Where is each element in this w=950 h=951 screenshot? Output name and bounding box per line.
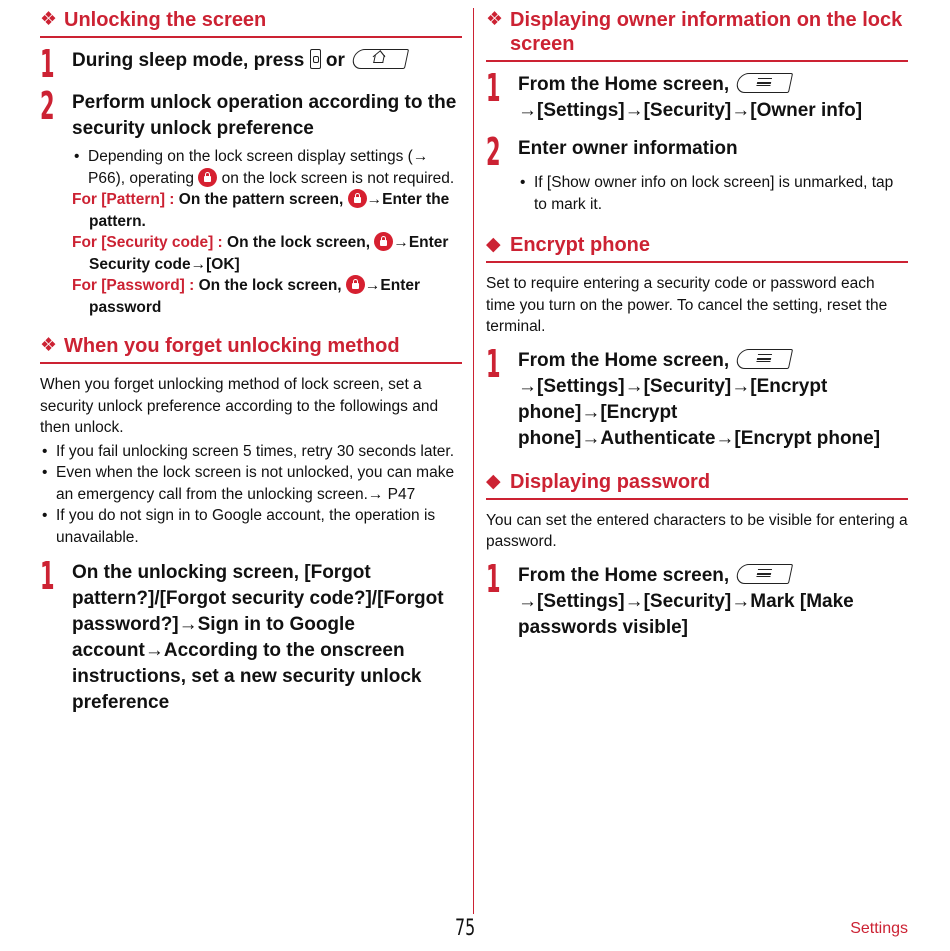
step-number: 1 (40, 554, 55, 598)
section-heading-displaying-password (486, 468, 908, 500)
section-heading-encrypt-phone (486, 231, 908, 263)
condition-label: For [Pattern] : (72, 191, 179, 208)
condition-text: →Enter Security code→[OK] (89, 234, 449, 273)
note-list (40, 441, 462, 549)
step-text-part: →[Settings]→[Security]→[Owner info] (518, 100, 863, 121)
note-list (72, 146, 462, 189)
lock-icon (374, 232, 393, 251)
step-1 (486, 66, 908, 124)
list-item: • If [Show owner info on lock screen] is unmarked, tap to mark it. (518, 172, 908, 215)
list-item: • If you fail unlocking screen 5 times, retry 30 seconds later. (40, 441, 462, 463)
condition-text: On the pattern screen, (178, 191, 348, 208)
diamond-marker-icon: ◆ (486, 234, 501, 255)
step-1 (40, 554, 462, 716)
note-text: Depending on the lock screen display settings (→ P66), operating (88, 148, 429, 187)
note-text: on the lock screen is not required. (217, 169, 455, 187)
section-heading-unlocking-screen (40, 6, 462, 38)
step-2 (486, 130, 908, 174)
footer-section-label: Settings (850, 920, 908, 937)
intro-paragraph: You can set the entered characters to be visible for entering a password. (486, 511, 908, 550)
diamond-marker-icon: ❖ (486, 9, 504, 30)
condition-security-code (72, 232, 462, 275)
step-number: 1 (486, 66, 501, 110)
step-text: On the unlocking screen, [Forgot pattern?]/[Forgot security code?]/[Forgot password?]→Sign in to Google account→According to the onscreen instructions, set a new security unlock preference (72, 562, 444, 713)
menu-key-icon (735, 564, 793, 584)
section-heading-owner-info (486, 6, 908, 62)
page-number: 75 (455, 916, 476, 941)
lock-icon (346, 275, 365, 294)
note-list (518, 172, 908, 215)
power-key-icon (310, 49, 321, 69)
right-column (486, 6, 908, 645)
intro-paragraph: When you forget unlocking method of lock screen, set a security unlock preference according to the followings and then unlock. (40, 376, 439, 436)
condition-pattern (72, 189, 462, 232)
step-text-part: During sleep mode, press (72, 50, 310, 71)
list-item (72, 146, 462, 189)
condition-label: For [Password] : (72, 277, 199, 294)
left-column (40, 6, 462, 720)
step-text (518, 348, 908, 452)
step-1 (486, 556, 908, 641)
section-title: Encrypt phone (510, 234, 651, 256)
step-text-part: →[Settings]→[Security]→Mark [Make passwords visible] (518, 590, 854, 638)
menu-key-icon (735, 73, 793, 93)
step-text (518, 72, 908, 124)
lock-icon (348, 189, 367, 208)
section-title: Displaying password (510, 470, 711, 493)
condition-text: →Enter the pattern. (89, 191, 450, 230)
step-text (518, 563, 908, 641)
diamond-marker-icon: ❖ (40, 9, 58, 30)
step-number: 2 (486, 130, 501, 174)
step-text-part: From the Home screen, (518, 74, 735, 95)
condition-text: On the lock screen, (227, 234, 375, 251)
step-number: 1 (486, 556, 501, 601)
section-title: Unlocking the screen (64, 9, 267, 31)
step-text-part: →[Settings]→[Security]→[Encrypt phone]→[Encrypt phone]→Authenticate→[Encrypt phone] (518, 375, 881, 449)
step-number: 1 (486, 341, 501, 386)
diamond-marker-icon: ◆ (486, 470, 501, 492)
intro-paragraph: Set to require entering a security code or password each time you turn on the power. To cancel the setting, reset the terminal. (486, 275, 888, 335)
step-1 (486, 341, 908, 452)
lock-icon (198, 168, 217, 187)
step-1 (40, 42, 462, 86)
step-2 (40, 84, 462, 142)
step-number: 2 (40, 84, 55, 128)
section-title: Displaying owner information on the lock screen (510, 9, 903, 55)
diamond-marker-icon: ❖ (40, 335, 58, 356)
section-title: When you forget unlocking method (64, 335, 400, 357)
menu-key-icon (735, 349, 793, 369)
step-text: Perform unlock operation according to the security unlock preference (72, 92, 457, 139)
list-item: • Even when the lock screen is not unlocked, you can make an emergency call from the unlocking screen.→ P47 (40, 462, 462, 505)
condition-text: On the lock screen, (198, 277, 346, 294)
condition-text: →Enter password (89, 277, 421, 316)
step-text-part: From the Home screen, (518, 564, 735, 586)
condition-label: For [Security code] : (72, 234, 228, 251)
home-key-icon (351, 49, 409, 69)
section-heading-forget-unlocking (40, 332, 462, 364)
step-number: 1 (40, 42, 55, 86)
list-item: • If you do not sign in to Google account, the operation is unavailable. (40, 505, 462, 548)
step-text: Enter owner information (518, 138, 738, 159)
step-text-part: From the Home screen, (518, 349, 735, 371)
column-divider (473, 8, 474, 914)
step-text-part: or (320, 50, 351, 71)
step-text (72, 48, 410, 74)
condition-password (72, 275, 462, 318)
